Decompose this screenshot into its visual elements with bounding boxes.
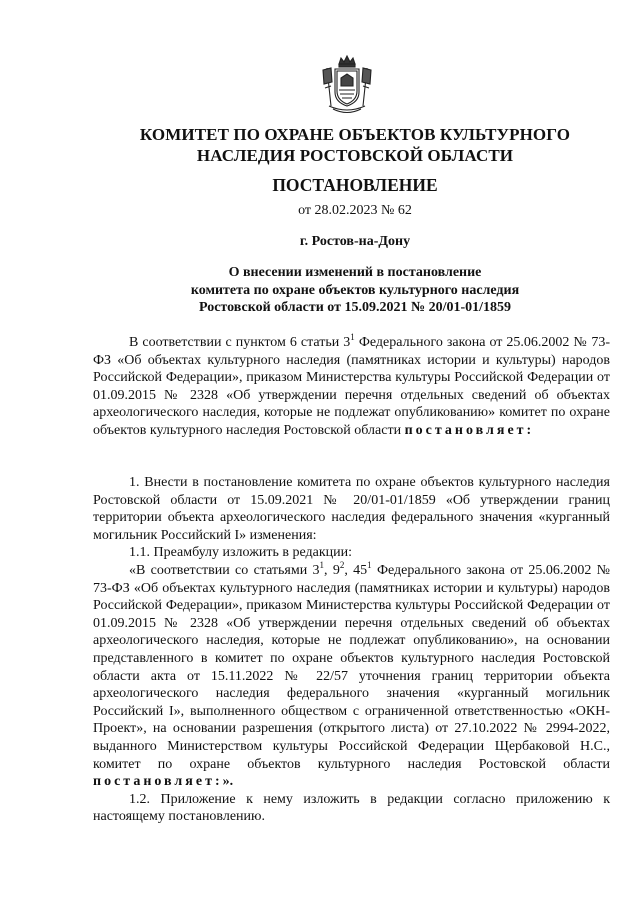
subject-line2: комитета по охране объектов культурного наследия [190, 282, 520, 298]
preamble-text-part2: Федерального закона от 25.06.2002 № 73-ФЗ «Об объектах культурного наследия (памятниках истории и культуры) народов Российской Федерации», приказом Министерства культуры Российской Федерации от 01.09.2015 № 2328 «Об утверждении перечня отдельных сведений об объектах археологического наследия, которые не подлежат опубликованию» комитет по охране объектов культурного наследия Ростовской области [93, 335, 610, 438]
item-1: 1. Внести в постановление комитета по охране объектов культурного наследия Ростовской области от 15.09.2021 № 20/01-01/1859 «Об утверждении границ территории объекта археологического наследия федерального значения «курганный могильник Российский I» изменения: [93, 475, 610, 543]
document-type-title: ПОСТАНОВЛЕНИЕ [272, 175, 438, 195]
document-city: г. Ростов-на-Дону [299, 234, 411, 249]
quote-sup2: 2 [339, 559, 345, 570]
document-date-number: от 28.02.2023 № 62 [298, 203, 412, 218]
quote-end: ». [222, 774, 234, 790]
preamble-text-part1: В соответствии с пунктом 6 статьи 3 [129, 335, 351, 350]
item-1-2: 1.2. Приложение к нему изложить в редакции согласно приложению к настоящему постановлению. [93, 791, 610, 825]
resolution-items [93, 474, 610, 826]
committee-name-line1: КОМИТЕТ ПО ОХРАНЕ ОБЪЕКТОВ КУЛЬТУРНОГО [139, 125, 571, 144]
quote-part1: «В соответствии со статьями 3 [129, 562, 320, 578]
item-1-1: 1.1. Преамбулу изложить в редакции: [129, 545, 353, 561]
quote-part4: Федерального закона от 25.06.2002 № 73-ФЗ «Об объектах культурного наследия (памятниках истории и культуры) народов Российской Федерации», приказом Министерства культуры Российской Федерации от 01.09.2015 № 2328 «Об утверждении перечня отдельных сведений об объектах археологического наследия, которые не подлежат опубликованию», на основании представленного в комитет по охране объектов культурного наследия Ростовской области акта от 15.11.2022 № 22/57 уточнения границ территории объекта археологического наследия федерального значения «курганный могильник Российский I», выполненного обществом с ограниченной ответственностью «ОКН-Проект», на основании разрешения (открытого листа) от 27.10.2022 № 2994-2022, выданного Министерством культуры Российской Федерации Щербаковой Н.С., комитет по охране объектов культурного наследия Ростовской области [93, 562, 611, 772]
preamble-paragraph [93, 334, 610, 440]
quote-sup1: 1 [319, 559, 325, 570]
committee-name-line2: НАСЛЕДИЯ РОСТОВСКОЙ ОБЛАСТИ [196, 146, 514, 165]
quote-part3: , 45 [344, 562, 368, 578]
preamble-superscript: 1 [350, 332, 355, 342]
subject-line3: Ростовской области от 15.09.2021 № 20/01-01/1859 [198, 300, 512, 315]
quote-part2: , 9 [324, 562, 340, 578]
quote-sup3: 1 [367, 559, 372, 570]
quote-decree-word: постановляет: [93, 774, 223, 790]
subject-line1: О внесении изменений в постановление [228, 265, 482, 280]
coat-of-arms-icon [319, 54, 375, 116]
document-subject [100, 264, 610, 317]
committee-name [100, 124, 610, 166]
preamble-decree-word: постановляет: [404, 422, 535, 438]
item-1-1-quote [93, 559, 611, 791]
